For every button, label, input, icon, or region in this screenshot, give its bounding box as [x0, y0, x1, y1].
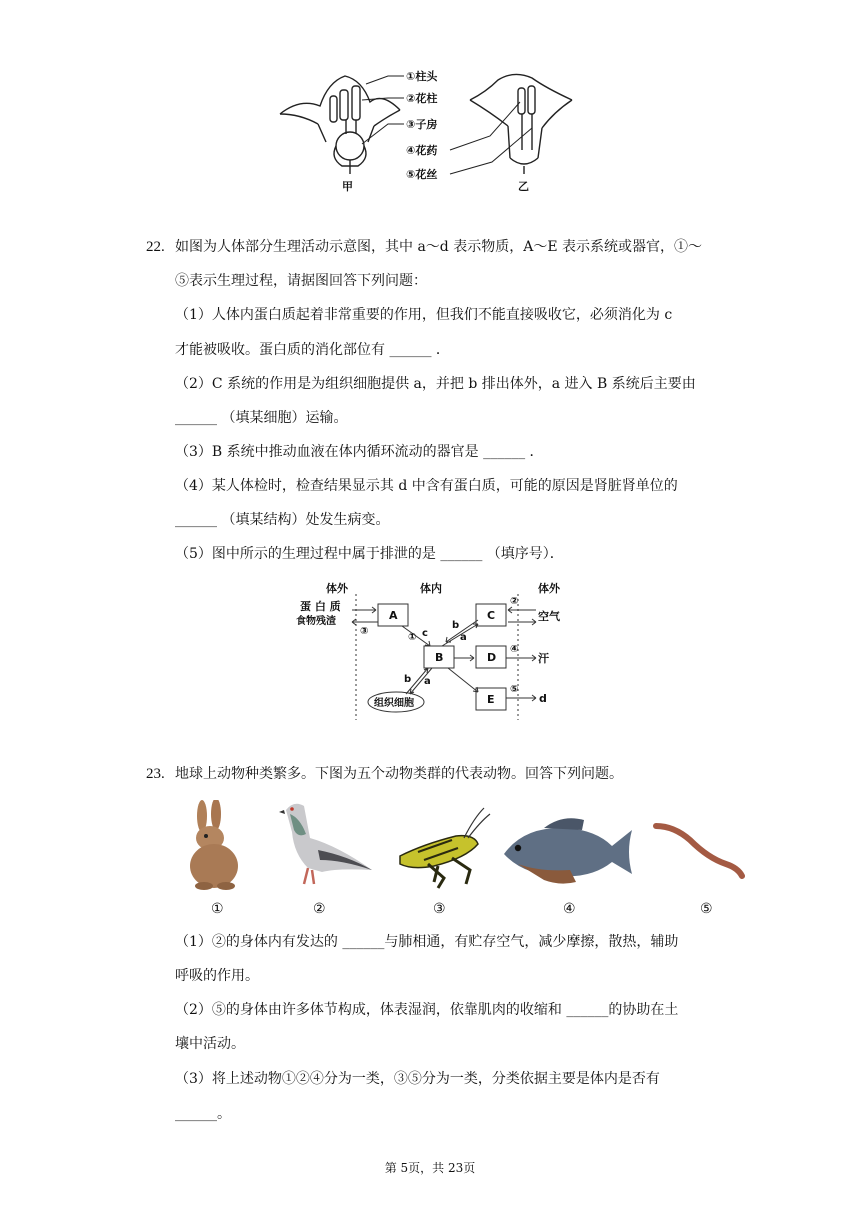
process-1: ①: [408, 632, 417, 643]
page-footer: 第 5页，共 23页: [384, 1161, 476, 1175]
q22-part5: （5）图中所示的生理过程中属于排泄的是 ______ （填序号）．: [175, 546, 564, 562]
flower-label-2: ②花柱: [406, 92, 438, 105]
animal-label-5: ⑤: [700, 901, 713, 917]
animal-label-2: ②: [313, 901, 326, 917]
q23-part3-line2: ______。: [175, 1106, 231, 1122]
process-4: ④: [510, 644, 519, 655]
label-protein: 蛋 白 质: [300, 600, 341, 613]
pigeon-image: [278, 798, 378, 892]
flower-caption-right: 乙: [518, 180, 529, 193]
flower-caption-left: 甲: [342, 180, 353, 193]
flower-label-1: ①柱头: [406, 70, 438, 83]
box-a-label: A: [389, 609, 398, 622]
fish-image: [500, 812, 636, 890]
animal-label-1: ①: [211, 901, 224, 917]
process-5: ⑤: [510, 684, 519, 695]
label-b-upper: b: [452, 620, 460, 631]
q22-part2-line2: ______ （填某细胞）运输。: [175, 410, 348, 426]
q22-part2-line1: （2）C 系统的作用是为组织细胞提供 a，并把 b 排出体外，a 进入 B 系统后主要由: [175, 376, 696, 392]
q22-number: 22.: [146, 239, 165, 255]
label-c: c: [422, 628, 428, 639]
q22-part4-line2: ______ （填某结构）处发生病变。: [175, 512, 390, 528]
label-outside-right: 体外: [538, 582, 560, 595]
q22-part3: （3）B 系统中推动血液在体内循环流动的器官是 ______ ．: [175, 444, 544, 460]
label-air: 空气: [538, 610, 560, 623]
box-c-label: C: [487, 609, 496, 622]
box-e-label: E: [487, 693, 495, 706]
box-d-label: D: [487, 651, 497, 664]
label-a-lower: a: [424, 676, 431, 687]
animal-label-4: ④: [563, 901, 576, 917]
q22-part1-line1: （1）人体内蛋白质起着非常重要的作用，但我们不能直接吸收它，必须消化为 c: [175, 307, 673, 323]
rabbit-image: [176, 800, 248, 894]
process-2: ②: [510, 596, 519, 607]
label-b-lower: b: [404, 674, 412, 685]
flower-figure: [270, 62, 590, 197]
flower-label-4: ④花药: [406, 144, 438, 157]
label-sweat: 汗: [538, 652, 549, 665]
label-d: d: [539, 692, 547, 705]
label-food-residue: 食物残渣: [296, 616, 336, 627]
process-3: ③: [360, 626, 369, 637]
q22-part1-line2: 才能被吸收。蛋白质的消化部位有 ______ ．: [175, 342, 450, 358]
q22-stem-line2: ⑤表示生理过程，请据图回答下列问题：: [175, 273, 427, 289]
label-outside-left: 体外: [326, 582, 348, 595]
tissue-cell-label: 组织细胞: [374, 698, 414, 709]
q22-stem-line1: 如图为人体部分生理活动示意图，其中 a～d 表示物质，A～E 表示系统或器官，①～: [175, 239, 702, 255]
animal-label-3: ③: [433, 901, 446, 917]
q22-part4-line1: （4）某人体检时，检查结果显示其 d 中含有蛋白质，可能的原因是肾脏肾单位的: [175, 478, 678, 494]
q23-stem: 地球上动物种类繁多。下图为五个动物类群的代表动物。回答下列问题。: [175, 766, 623, 782]
earthworm-image: [650, 818, 746, 882]
box-b-label: B: [435, 651, 444, 664]
q23-part2-line1: （2）⑤的身体由许多体节构成，体表湿润，依靠肌肉的收缩和 ______的协助在土: [175, 1002, 679, 1018]
q23-part2-line2: 壤中活动。: [175, 1036, 245, 1052]
q23-part3-line1: （3）将上述动物①②④分为一类，③⑤分为一类，分类依据主要是体内是否有: [175, 1071, 660, 1087]
q23-part1-line2: 呼吸的作用。: [175, 968, 259, 984]
q23-number: 23.: [146, 766, 165, 782]
physiology-diagram: [292, 580, 570, 726]
flower-label-3: ③子房: [406, 118, 438, 131]
label-a-upper: a: [460, 632, 467, 643]
label-inside: 体内: [420, 582, 442, 595]
q23-part1-line1: （1）②的身体内有发达的 ______与肺相通，有贮存空气，减少摩擦，散热，辅助: [175, 934, 679, 950]
flower-label-5: ⑤花丝: [406, 168, 438, 181]
grasshopper-image: [394, 804, 492, 890]
